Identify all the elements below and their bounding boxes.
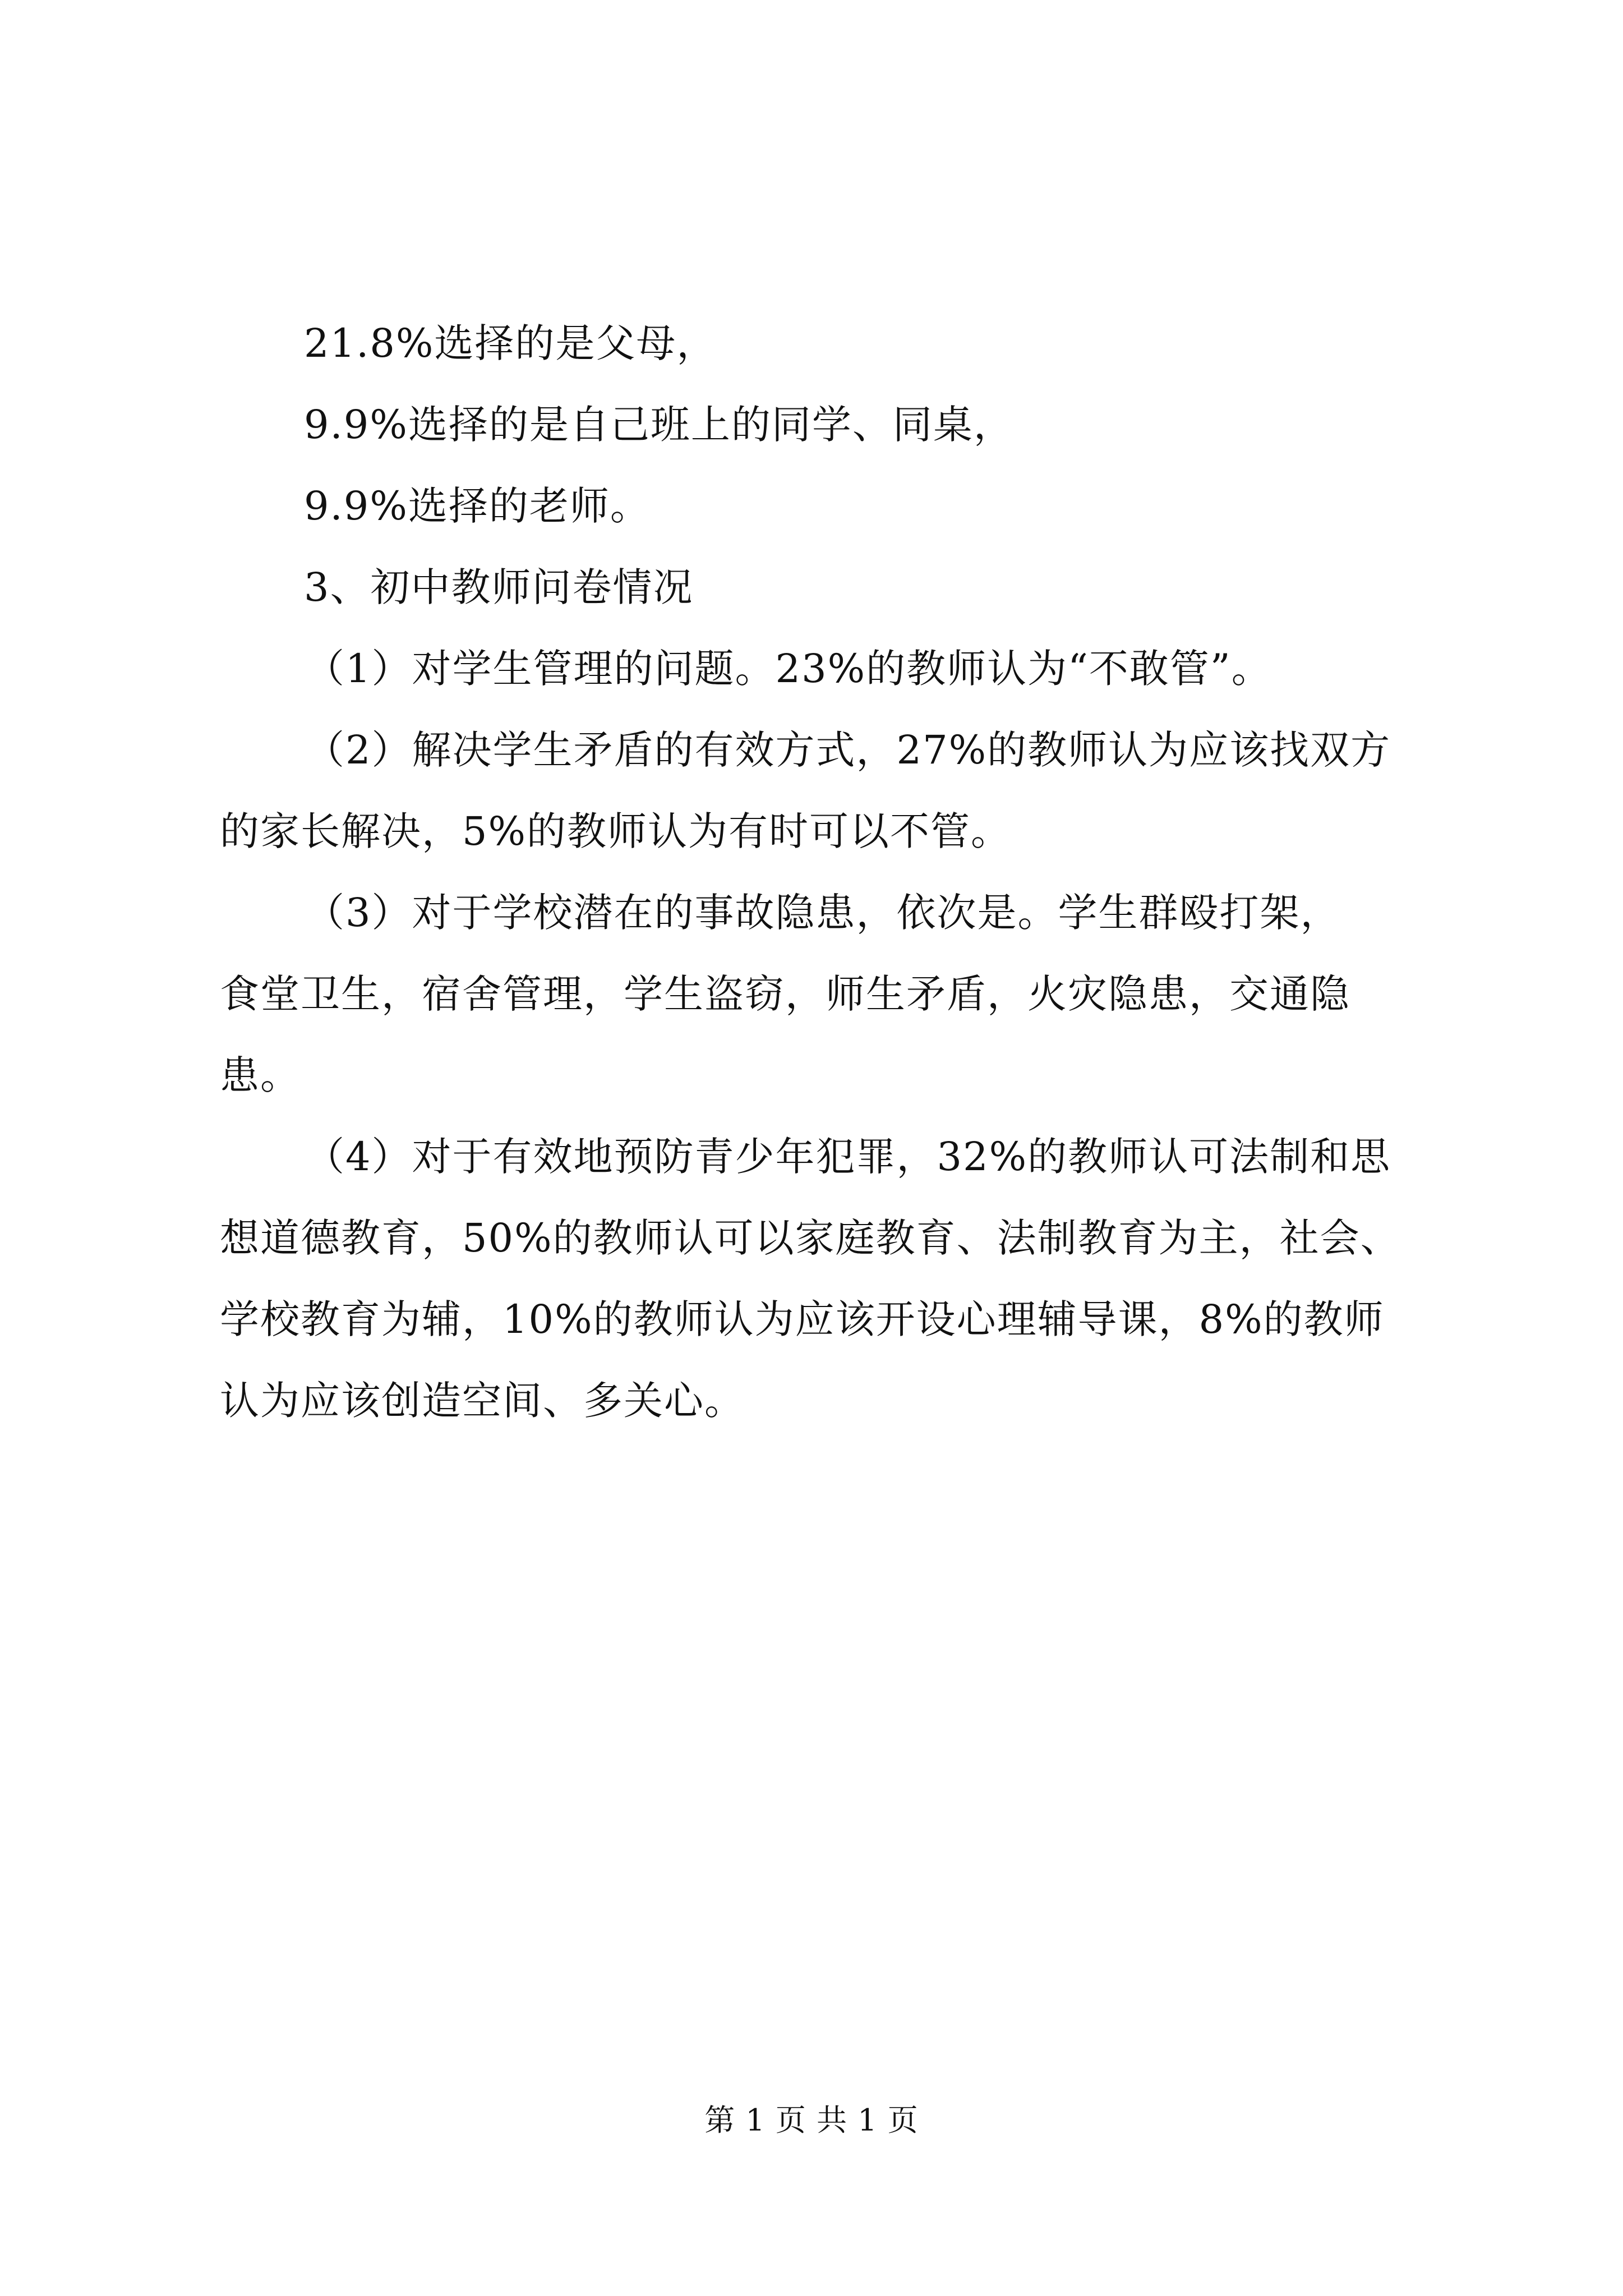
text-line-6: （2）解决学生矛盾的有效方式，27%的教师认为应该找双方 <box>305 727 1391 773</box>
text-line-7: 的家长解决，5%的教师认为有时可以不管。 <box>220 808 1012 854</box>
text-line-9: 食堂卫生，宿舍管理，学生盗窃，师生矛盾，火灾隐患，交通隐 <box>220 971 1350 1017</box>
text-line-13: 学校教育为辅，10%的教师认为应该开设心理辅导课，8%的教师 <box>220 1296 1385 1342</box>
text-line-3: 9.9%选择的老师。 <box>304 483 651 529</box>
document-body <box>220 303 1454 1442</box>
text-line-11: （4）对于有效地预防青少年犯罪，32%的教师认可法制和思 <box>305 1134 1391 1180</box>
text-line-12: 想道德教育，50%的教师认可以家庭教育、法制教育为主，社会、 <box>220 1215 1401 1261</box>
page-footer: 第 1 页 共 1 页 <box>704 2102 919 2138</box>
text-line-1: 21.8%选择的是父母， <box>304 320 717 366</box>
section-heading: 3、初中教师问卷情况 <box>304 564 694 610</box>
text-line-8: （3）对于学校潜在的事故隐患，依次是。学生群殴打架， <box>305 890 1341 936</box>
text-line-14: 认为应该创造空间、多关心。 <box>220 1378 745 1424</box>
text-line-2: 9.9%选择的是自己班上的同学、同桌， <box>304 402 1014 448</box>
text-line-10: 患。 <box>220 1052 301 1098</box>
text-line-5: （1）对学生管理的问题。23%的教师认为“不敢管”。 <box>305 646 1272 692</box>
